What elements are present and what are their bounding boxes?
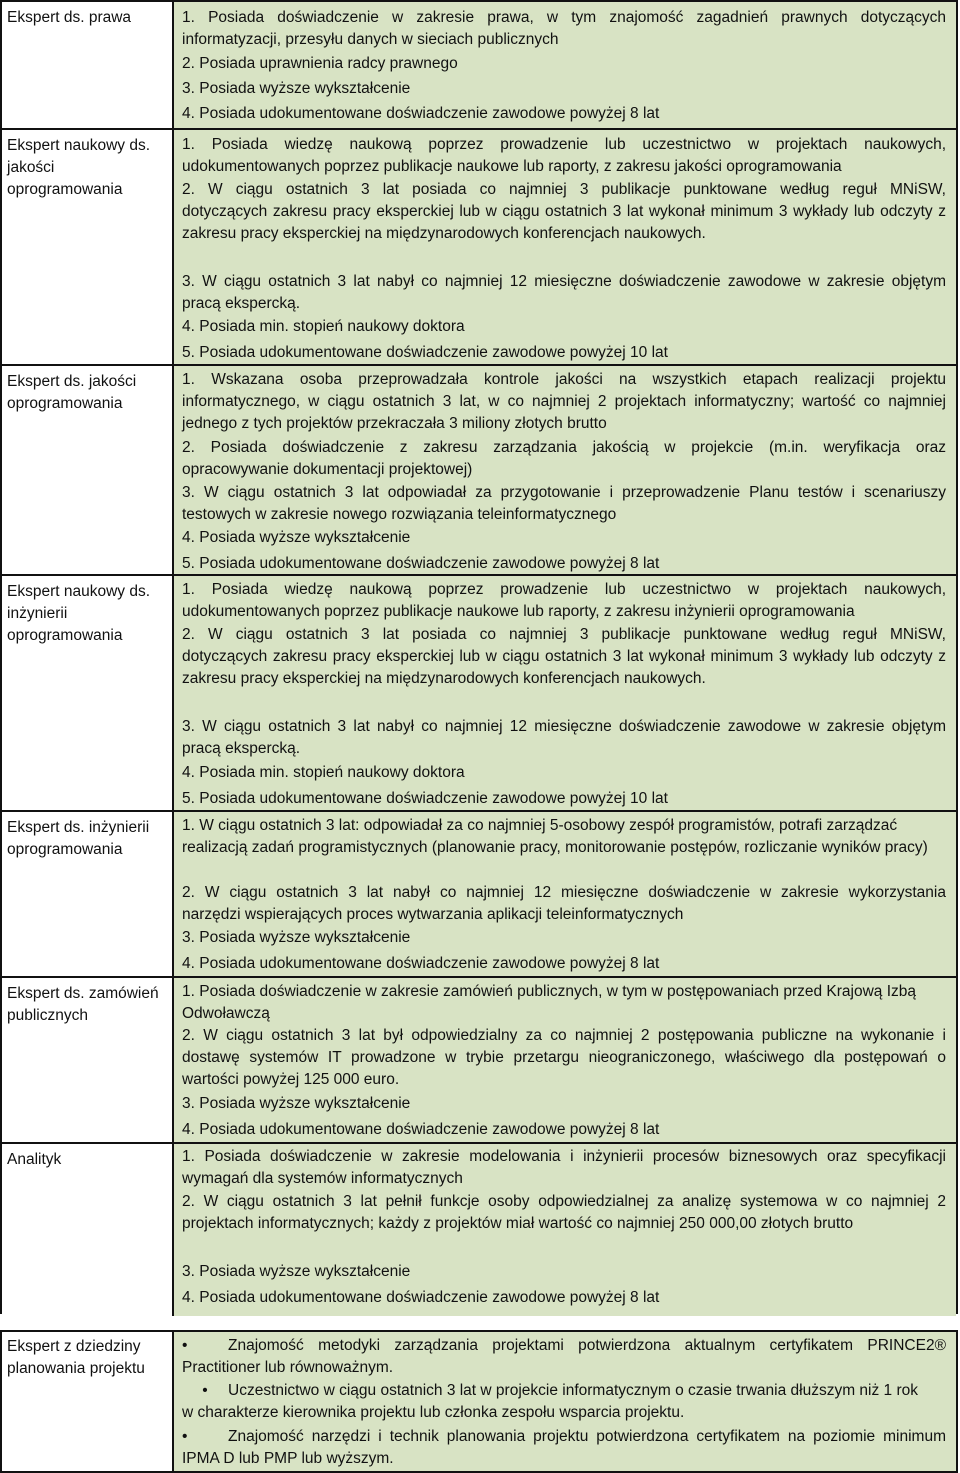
table-row <box>2 1142 956 1316</box>
role-name: Analityk <box>7 1151 62 1168</box>
requirement-line: 4. Posiada wyższe wykształcenie <box>182 529 411 546</box>
role-cell <box>2 1332 172 1471</box>
requirements-cell <box>174 130 956 366</box>
requirement-line: 4. Posiada min. stopień naukowy doktora <box>182 764 465 781</box>
role-cell <box>2 812 172 978</box>
role-name: Ekspert ds. prawa <box>7 9 132 26</box>
requirement-line: 2. W ciągu ostatnich 3 lat był odpowiedzialny za co najmniej 2 postępowania publiczne na wykonanie i <box>182 1027 946 1044</box>
requirement-line: 1. Wskazana osoba przeprowadzała kontrole jakości na wszystkich etapach realizacji projektu <box>182 371 946 388</box>
requirement-line: 5. Posiada udokumentowane doświadczenie zawodowe powyżej 10 lat <box>182 790 668 807</box>
bullet-icon: • <box>182 1337 188 1354</box>
requirement-line: 4. Posiada udokumentowane doświadczenie zawodowe powyżej 8 lat <box>182 1121 660 1138</box>
bullet-item-line <box>182 1380 918 1402</box>
role-cell <box>2 2 172 128</box>
requirements-cell <box>174 1144 956 1316</box>
requirement-line: 1. Posiada doświadczenie w zakresie modelowania i inżynierii procesów biznesowych oraz specyfikacji <box>182 1148 946 1165</box>
bullet-item-line: IPMA D lub PMP lub wyższym. <box>182 1450 394 1467</box>
requirement-line: wymagań dla systemów informatycznych <box>182 1170 463 1187</box>
requirement-line: 2. Posiada uprawnienia radcy prawnego <box>182 55 458 72</box>
role-cell <box>2 130 172 366</box>
requirements-cell <box>174 812 956 978</box>
requirement-line: dotyczących zakresu pracy eksperckiej lub w ciągu ostatnich 3 lat wykonał minimum 3 wykłady lub odczyty z <box>182 648 946 665</box>
requirement-line: zakresu pracy eksperckiej na międzynarodowych konferencjach naukowych. <box>182 670 706 687</box>
role-cell <box>2 978 172 1144</box>
requirement-line: 1. W ciągu ostatnich 3 lat: odpowiadał za co najmniej 5-osobowy zespół programistów, potrafi zarządzać <box>182 817 898 834</box>
requirement-line: 3. W ciągu ostatnich 3 lat odpowiadał za przygotowanie i przeprowadzenie Planu testów i scenariuszy <box>182 484 946 501</box>
role-name: Ekspert ds. inżynierii oprogramowania <box>7 819 150 858</box>
bullet-icon: • <box>182 1428 188 1445</box>
requirement-line: 4. Posiada udokumentowane doświadczenie zawodowe powyżej 8 lat <box>182 955 660 972</box>
requirement-line: 2. W ciągu ostatnich 3 lat posiada co najmniej 3 publikacje punktowane według reguł MNiSW, <box>182 626 946 643</box>
bullet-item-line: Practitioner lub równoważnym. <box>182 1359 394 1376</box>
table-row <box>2 810 956 978</box>
requirement-line: 1. Posiada wiedzę naukową poprzez prowadzenie lub uczestnictwo w projektach naukowych, <box>182 581 946 598</box>
requirement-line: 5. Posiada udokumentowane doświadczenie zawodowe powyżej 10 lat <box>182 344 668 361</box>
role-name: Ekspert ds. jakości oprogramowania <box>7 373 137 412</box>
requirement-line: 1. Posiada doświadczenie w zakresie prawa, w tym znajomość zagadnień prawnych dotyczących <box>182 9 946 26</box>
role-name: Ekspert ds. zamówień publicznych <box>7 985 159 1024</box>
requirement-line: pracą ekspercką. <box>182 740 301 757</box>
requirement-line: 4. Posiada min. stopień naukowy doktora <box>182 318 465 335</box>
requirements-cell <box>174 366 956 576</box>
requirement-line: 3. Posiada wyższe wykształcenie <box>182 929 411 946</box>
requirement-line: 1. Posiada doświadczenie w zakresie zamówień publicznych, w tym w postępowaniach przed Krajową Izbą <box>182 983 917 1000</box>
requirement-line: 2. W ciągu ostatnich 3 lat posiada co najmniej 3 publikacje punktowane według reguł MNiSW, <box>182 181 946 198</box>
requirement-line: 2. Posiada doświadczenie z zakresu zarządzania jakością w projekcie (m.in. weryfikacja oraz <box>182 439 946 456</box>
bullet-item-line <box>182 1426 946 1448</box>
role-cell <box>2 1144 172 1316</box>
bullet-text: Znajomość metodyki zarządzania projektami potwierdzona aktualnym certyfikatem PRINCE2® <box>228 1337 946 1354</box>
requirement-line: 5. Posiada udokumentowane doświadczenie zawodowe powyżej 8 lat <box>182 555 660 572</box>
role-name: Ekspert naukowy ds. inżynierii oprogramowania <box>7 583 151 644</box>
role-cell <box>2 576 172 812</box>
requirement-line: 2. W ciągu ostatnich 3 lat nabył co najmniej 12 miesięczne doświadczenie w zakresie wykorzystania <box>182 884 946 901</box>
table-row <box>2 976 956 1144</box>
role-cell <box>2 366 172 576</box>
role-name: Ekspert z dziedziny planowania projektu <box>7 1338 145 1377</box>
table-row <box>2 364 956 576</box>
requirement-line: narzędzi wspierających proces wytwarzania aplikacji teleinformatycznych <box>182 906 684 923</box>
requirement-line: udokumentowanych poprzez publikacje naukowe lub raporty, z zakresu inżynierii oprogramowania <box>182 603 855 620</box>
requirement-line: zakresu pracy eksperckiej na międzynarodowych konferencjach naukowych. <box>182 225 706 242</box>
requirement-line: projektach informatycznych; każdy z projektów miał wartość co najmniej 250 000,00 złotych brutto <box>182 1215 854 1232</box>
requirement-line: opracowywanie dokumentacji projektowej) <box>182 461 473 478</box>
requirements-cell <box>174 978 956 1144</box>
table-row <box>2 1332 956 1471</box>
requirement-line: Odwoławczą <box>182 1005 270 1022</box>
table-row <box>2 574 956 812</box>
requirement-line: 3. W ciągu ostatnich 3 lat nabył co najmniej 12 miesięczne doświadczenie zawodowe w zakresie objętym <box>182 273 946 290</box>
table-row <box>2 2 956 128</box>
requirement-line: dotyczących zakresu pracy eksperckiej lub w ciągu ostatnich 3 lat wykonał minimum 3 wykłady lub odczyty z <box>182 203 946 220</box>
project-planning-table <box>0 1330 958 1473</box>
requirements-cell <box>174 1332 956 1471</box>
requirement-line: 2. W ciągu ostatnich 3 lat pełnił funkcje osoby odpowiedzialnej za analizę systemowa w co najmniej 2 <box>182 1193 946 1210</box>
requirement-line: 4. Posiada udokumentowane doświadczenie zawodowe powyżej 8 lat <box>182 105 660 122</box>
bullet-text: Znajomość narzędzi i technik planowania projektu potwierdzona certyfikatem na poziomie minimum <box>228 1428 946 1445</box>
requirement-line: jednego z tych projektów przekraczała 3 miliony złotych brutto <box>182 415 607 432</box>
requirement-line: testowych w zakresie nowego rozwiązania teleinformatycznego <box>182 506 617 523</box>
bullet-icon: • <box>202 1382 208 1399</box>
requirement-line: dostawę systemów IT prowadzone w trybie przetargu nieograniczonego, właściwego dla postępowań o <box>182 1049 946 1066</box>
requirements-cell <box>174 576 956 812</box>
table-row <box>2 128 956 366</box>
requirement-line: 3. Posiada wyższe wykształcenie <box>182 1095 411 1112</box>
bullet-text: Uczestnictwo w ciągu ostatnich 3 lat w projekcie informatycznym o czasie trwania dłuższym niż 1 rok <box>228 1382 919 1399</box>
requirements-cell <box>174 2 956 128</box>
bullet-item-line: w charakterze kierownika projektu lub członka zespołu wsparcia projektu. <box>182 1404 685 1421</box>
role-name: Ekspert naukowy ds. jakości oprogramowania <box>7 137 151 198</box>
requirement-line: pracą ekspercką. <box>182 295 301 312</box>
requirement-line: 3. Posiada wyższe wykształcenie <box>182 1263 411 1280</box>
bullet-item-line <box>182 1335 946 1357</box>
requirement-line: 3. Posiada wyższe wykształcenie <box>182 80 411 97</box>
requirement-line: 3. W ciągu ostatnich 3 lat nabył co najmniej 12 miesięczne doświadczenie zawodowe w zakresie objętym <box>182 718 946 735</box>
requirement-line: informatyzacji, przesyłu danych w sieciach publicznych <box>182 31 559 48</box>
requirement-line: 1. Posiada wiedzę naukową poprzez prowadzenie lub uczestnictwo w projektach naukowych, <box>182 136 946 153</box>
requirement-line: 4. Posiada udokumentowane doświadczenie zawodowe powyżej 8 lat <box>182 1289 660 1306</box>
requirement-line: udokumentowanych poprzez publikacje naukowe lub raporty, z zakresu jakości oprogramowania <box>182 158 842 175</box>
requirement-line: wartości powyżej 125 000 euro. <box>182 1071 400 1088</box>
requirement-line: informatycznego, w ciągu ostatnich 3 lat, w co najmniej 2 projektach informatyczny; wartość co najmniej <box>182 393 946 410</box>
requirement-line: realizacją zadań programistycznych (planowanie pracy, monitorowanie postępów, rozliczanie wyników pracy) <box>182 839 928 856</box>
